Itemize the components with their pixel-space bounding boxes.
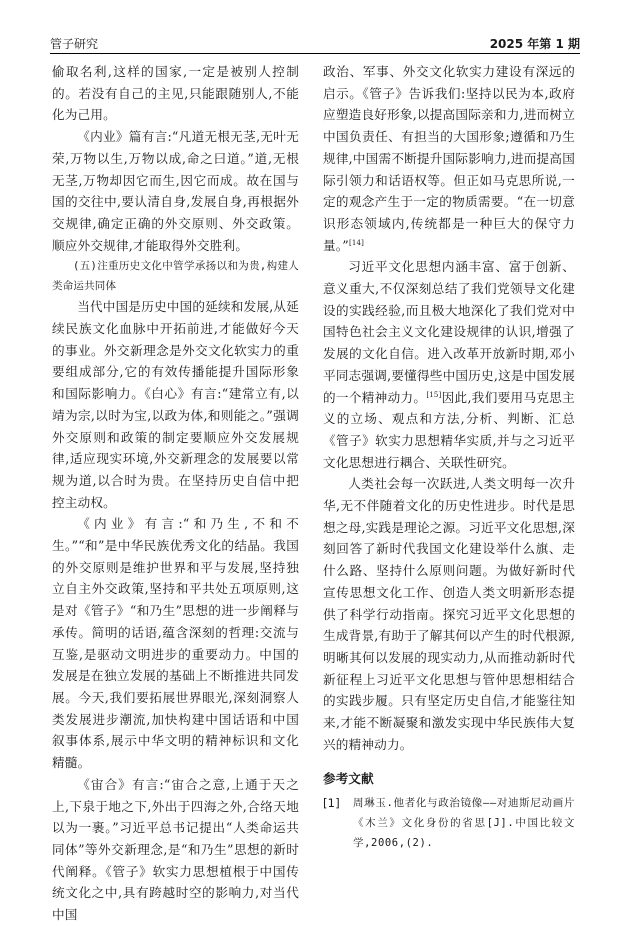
reference-text: 周琳玉.他者化与政治镜像——对迪斯尼动画片《木兰》文化身份的省思[J].中国比较文学,2006,(2).	[353, 797, 575, 850]
journal-name: 管子研究	[50, 37, 99, 51]
paragraph-text: 习近平文化思想内涵丰富、富于创新、意义重大,不仅深刻总结了我们党领导文化建设的实践经验,而且极大地深化了我们党对中国特色社会主义文化建设规律的认识,增强了发展的文化自信。进入改革开放新时期,邓小平同志强调,要懂得些中国历史,这是中国发展的一个精神动力。	[323, 259, 575, 405]
paragraph	[323, 61, 575, 256]
paragraph	[323, 256, 575, 473]
paragraph: 《内业》有言:“和乃生,不和不生。”“和”是中华民族优秀文化的结晶。我国的外交原则是维护世界和平与发展,坚持独立自主外交政策,坚持和平共处五项原则,这是对《管子》“和乃生”思想的进一步阐释与承传。简明的话语,蕴含深刻的哲理:交流与互鉴,是驱动文明进步的重要动力。中国的发展是在独立发展的基础上不断推进共同发展。今天,我们要拓展世界眼光,深刻洞察人类发展进步潮流,加快构建中国话语和中国叙事体系,展示中华文明的精神标识和文化精髓。	[52, 516, 299, 771]
reference-number: [1]	[323, 796, 340, 811]
issue-number: 2025 年第 1 期	[489, 37, 580, 51]
paragraph: 当代中国是历史中国的延续和发展,从延续民族文化血脉中开拓前进,才能做好今天的事业。外交新理念是外交文化软实力的重要组成部分,它的有效传播能提升国际形象和国际影响力。《白心》有言:“建常立有,以靖为宗,以时为宝,以政为体,和则能之。”强调外交原则和政策的制定要顺应外交发展规律,适应现实环境,外交新理念的发展要以常规为道,以合时为贵。在坚持历史自信中把控主动权。	[52, 299, 299, 510]
reference-item	[323, 793, 575, 853]
left-column	[52, 61, 299, 926]
paragraph-text: 因此,我们要用马克思主义的立场、观点和方法,分析、判断、汇总《管子》软实力思想精华实质,并与之习近平文化思想进行耦合、关联性研究。	[323, 389, 575, 470]
paragraph-text: 政治、军事、外交文化软实力建设有深远的启示。《管子》告诉我们:坚持以民为本,政府应塑造良好形象,以提高国际亲和力,进而树立中国负责任、有担当的大国形象;遵循和乃生规律,中国需不断提升国际影响力,进而提高国际引领力和话语权等。但正如马克思所说,一定的观念产生于一定的物质需要。“在一切意识形态领域内,传统都是一种巨大的保守力量。”	[323, 64, 575, 253]
page-header	[50, 33, 580, 54]
right-column	[323, 61, 575, 853]
paragraph: 偷取名利,这样的国家,一定是被别人控制的。若没有自己的主见,只能跟随别人,不能化为己用。	[52, 64, 299, 123]
citation: [15]	[426, 390, 442, 399]
references-heading: 参考文献	[323, 770, 374, 786]
paragraph: 《宙合》有言:“宙合之意,上通于天之上,下泉于地之下,外出于四海之外,合络天地以为一裹。”习近平总书记提出“人类命运共同体”等外交新理念,是“和乃生”思想的新时代阐释。《管子》软实力思想植根于中国传统文化之中,具有跨越时空的影响力,对当代中国	[52, 776, 299, 923]
paragraph: 《内业》篇有言:“凡道无根无茎,无叶无荣,万物以生,万物以成,命之曰道。”道,无根无茎,万物却因它而生,因它而成。故在国与国的交往中,要认清自身,发展自身,再根据外交规律,确定正确的外交原则、外交政策。顺应外交规律,才能取得外交胜利。	[52, 129, 299, 253]
section-subheading: (五)注重历史文化中管学承扬以和为贵,构建人类命运共同体	[52, 260, 299, 293]
citation: [14]	[348, 238, 365, 247]
paragraph: 人类社会每一次跃进,人类文明每一次升华,无不伴随着文化的历史性进步。时代是思想之母,实践是理论之源。习近平文化思想,深刻回答了新时代我国文化建设举什么旗、走什么路、坚持什么原则问题。为做好新时代宣传思想文化工作、创造人类文明新形态提供了科学行动指南。探究习近平文化思想的生成背景,有助于了解其何以产生的时代根源,明晰其何以发展的现实动力,从而推动新时代新征程上习近平文化思想与管仲思想相结合的实践步履。只有坚定历史自信,才能鉴往知来,才能不断凝聚和激发实现中华民族伟大复兴的精神动力。	[323, 476, 575, 752]
